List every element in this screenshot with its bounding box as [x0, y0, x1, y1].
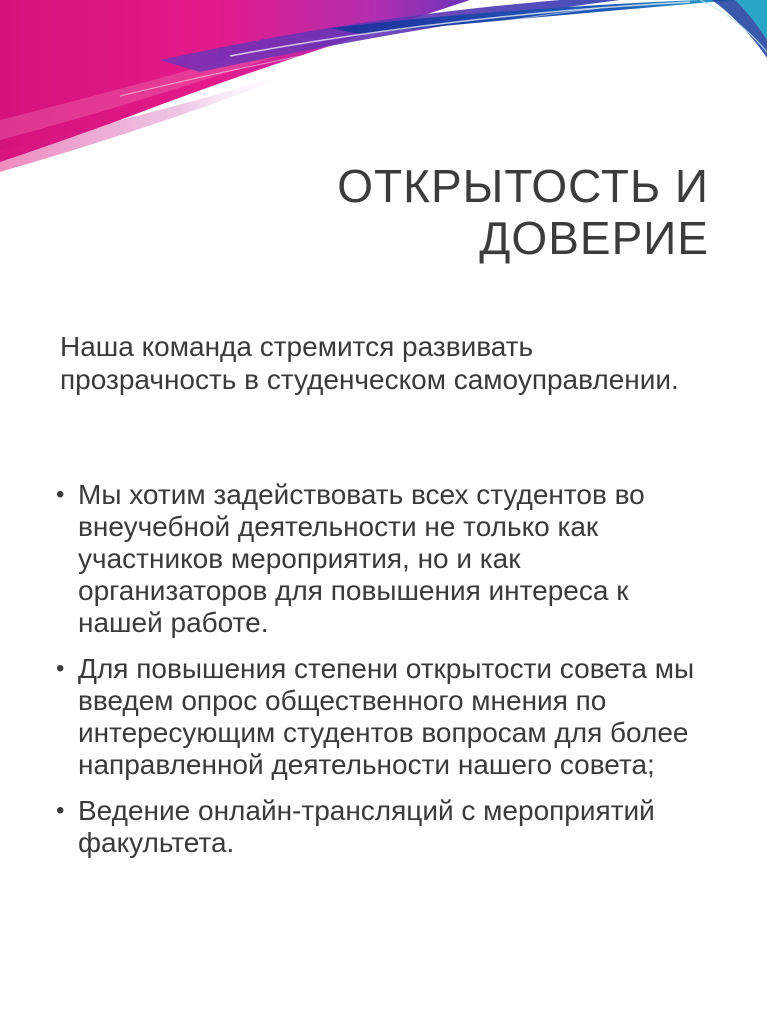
bullet-item-engagement	[56, 479, 716, 639]
bullet-marker: •	[56, 481, 65, 508]
bullet-text: Для повышения степени открытости совета мы введем опрос общественного мнения по интересующим студентов вопросам для более направленной деятельности нашего совета;	[78, 653, 695, 780]
slide-title-line-1: ОТКРЫТОСТЬ И	[337, 160, 709, 212]
bullet-text: Мы хотим задействовать всех студентов во внеучебной деятельности не только как участников мероприятия, но и как организаторов для повышения интереса к нашей работе.	[78, 479, 645, 638]
bullet-marker: •	[56, 655, 65, 682]
slide-title-line-2: ДОВЕРИЕ	[479, 212, 709, 264]
bullet-item-survey	[56, 653, 716, 781]
intro-paragraph: Наша команда стремится развивать прозрачность в студенческом самоуправлении.	[60, 331, 679, 395]
bullet-marker: •	[56, 797, 65, 824]
bullet-text: Ведение онлайн-трансляций с мероприятий факультета.	[78, 795, 655, 858]
slide-title	[337, 160, 709, 264]
bullet-item-broadcasts	[56, 795, 716, 859]
bullet-list	[56, 479, 716, 873]
